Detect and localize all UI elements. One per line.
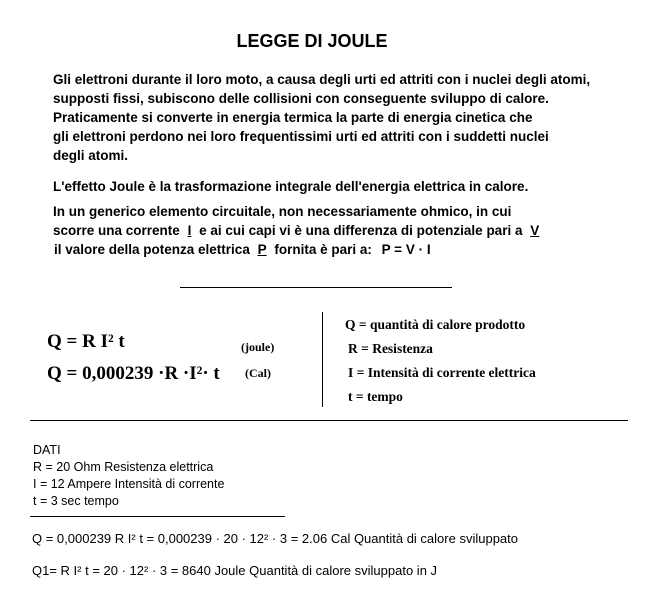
current-symbol: I bbox=[187, 223, 192, 238]
formula-joule: Q = R I² t bbox=[47, 331, 125, 352]
page-title: LEGGE DI JOULE bbox=[236, 31, 388, 51]
circuit-text: scorre una corrente bbox=[53, 223, 180, 238]
circuit-line-2 bbox=[53, 221, 543, 240]
dati-row-i: I = 12 Ampere Intensità di corrente bbox=[33, 477, 225, 491]
calc-joule: Q1= R I² t = 20 · 12² · 3 = 8640 Joule Quantità di calore sviluppato in J bbox=[32, 563, 438, 578]
legend-r: R = Resistenza bbox=[348, 341, 433, 356]
intro-paragraph bbox=[53, 70, 590, 165]
formula-cal: Q = 0,000239 ·R ·I²· t bbox=[47, 363, 220, 384]
calc-cal: Q = 0,000239 R I² t = 0,000239 · 20 · 12² · 3 = 2.06 Cal Quantità di calore sviluppato bbox=[32, 531, 518, 546]
divider-long bbox=[30, 420, 628, 421]
circuit-text: il valore della potenza elettrica bbox=[54, 242, 250, 257]
intro-line: Praticamente si converte in energia termica la parte di energia cinetica che bbox=[53, 110, 533, 125]
legend-q: Q = quantità di calore prodotto bbox=[345, 317, 526, 332]
circuit-text: e ai cui capi vi è una differenza di potenziale pari a bbox=[199, 223, 523, 238]
legend-t: t = tempo bbox=[348, 389, 403, 404]
dati-heading: DATI bbox=[33, 443, 61, 457]
legend-i: I = Intensità di corrente elettrica bbox=[348, 365, 536, 380]
voltage-symbol: V bbox=[530, 223, 540, 238]
circuit-line-1: In un generico elemento circuitale, non necessariamente ohmico, in cui bbox=[53, 204, 512, 219]
joule-definition: L'effetto Joule è la trasformazione integrale dell'energia elettrica in calore. bbox=[53, 179, 529, 194]
dati-row-r: R = 20 Ohm Resistenza elettrica bbox=[33, 460, 214, 474]
divider-short bbox=[180, 287, 452, 288]
intro-line: degli atomi. bbox=[53, 148, 129, 163]
dati-row-t: t = 3 sec tempo bbox=[33, 494, 119, 508]
divider-data bbox=[30, 516, 285, 517]
intro-line: supposti fissi, subiscono delle collisioni con conseguente sviluppo di calore. bbox=[53, 91, 549, 106]
formula-joule-unit: (joule) bbox=[241, 340, 275, 354]
intro-line: gli elettroni perdono nei loro frequentissimi urti ed attriti con i suddetti nuclei bbox=[53, 129, 549, 144]
circuit-text: fornita è pari a: bbox=[274, 242, 372, 257]
circuit-paragraph bbox=[53, 202, 543, 259]
power-symbol: P bbox=[257, 242, 267, 257]
legend-divider bbox=[322, 312, 323, 407]
power-formula: P = V · I bbox=[381, 242, 431, 257]
circuit-line-3 bbox=[53, 240, 543, 259]
intro-line: Gli elettroni durante il loro moto, a causa degli urti ed attriti con i nuclei degli atomi, bbox=[53, 72, 591, 87]
formula-cal-unit: (Cal) bbox=[245, 366, 271, 380]
